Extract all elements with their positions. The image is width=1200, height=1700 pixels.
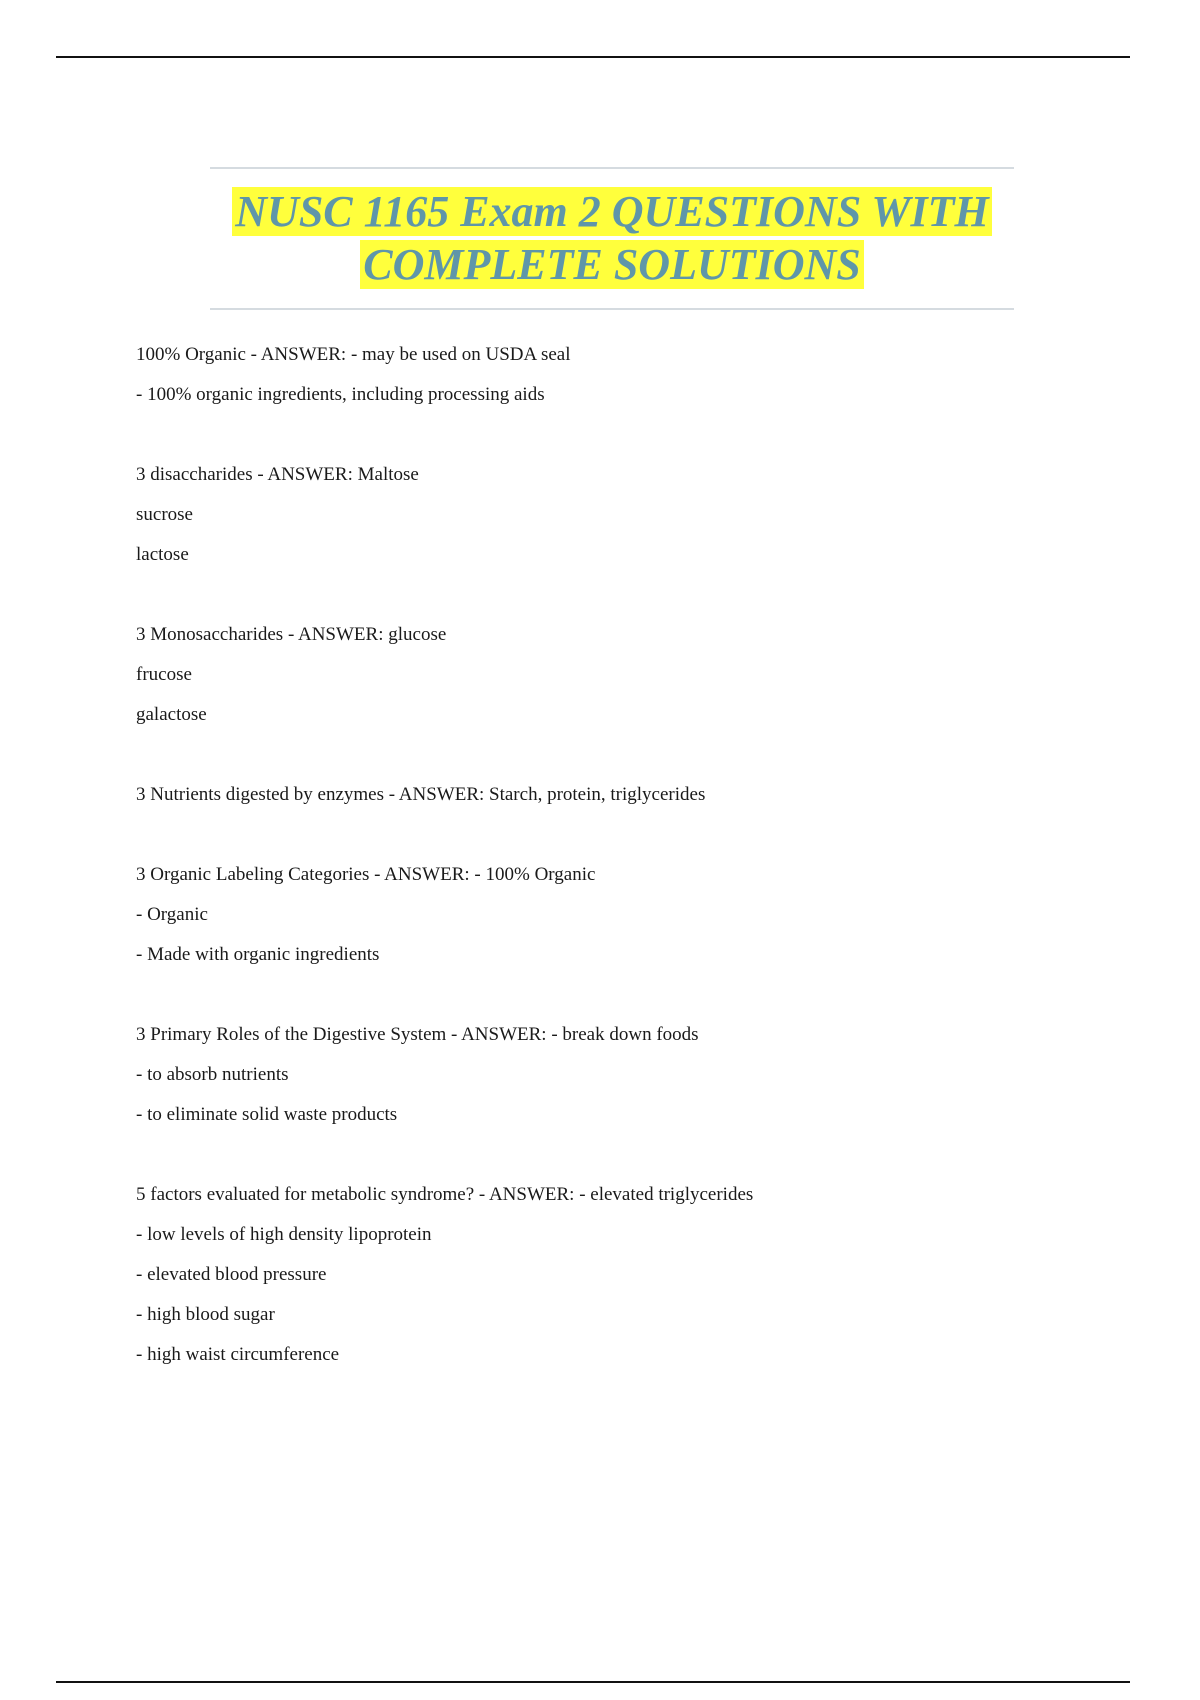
qa-line: - high waist circumference (136, 1344, 340, 1365)
qa-line: - 100% organic ingredients, including processing aids (136, 384, 545, 405)
document-title-line-2: COMPLETE SOLUTIONS (360, 240, 864, 289)
qa-entry (136, 335, 1116, 415)
qa-line: - Made with organic ingredients (136, 944, 380, 965)
document-title-line-1: NUSC 1165 Exam 2 QUESTIONS WITH (232, 187, 991, 236)
qa-line: lactose (136, 544, 189, 565)
qa-entry (136, 855, 1116, 975)
qa-entry (136, 1015, 1116, 1135)
qa-line: 3 disaccharides - ANSWER: Maltose (136, 464, 419, 485)
qa-line: 3 Monosaccharides - ANSWER: glucose (136, 624, 447, 645)
qa-line: frucose (136, 664, 192, 685)
qa-line: sucrose (136, 504, 193, 525)
qa-line: - high blood sugar (136, 1304, 275, 1325)
document-title (210, 185, 1014, 291)
qa-entry (136, 1175, 1116, 1375)
qa-entry (136, 455, 1116, 575)
title-lower-rule (210, 308, 1014, 310)
qa-line: 3 Organic Labeling Categories - ANSWER: - 100% Organic (136, 864, 596, 885)
qa-line: - elevated blood pressure (136, 1264, 327, 1285)
page-top-rule (56, 56, 1130, 58)
qa-line: 5 factors evaluated for metabolic syndrome? - ANSWER: - elevated triglycerides (136, 1184, 754, 1205)
qa-line: galactose (136, 704, 207, 725)
page-bottom-rule (56, 1681, 1130, 1683)
qa-line: - to absorb nutrients (136, 1064, 289, 1085)
qa-line: - low levels of high density lipoprotein (136, 1224, 432, 1245)
title-upper-rule (210, 167, 1014, 169)
title-block (210, 167, 1014, 312)
qa-line: - to eliminate solid waste products (136, 1104, 398, 1125)
qa-list (136, 335, 1116, 1415)
qa-line: 100% Organic - ANSWER: - may be used on USDA seal (136, 344, 571, 365)
qa-line: 3 Nutrients digested by enzymes - ANSWER: Starch, protein, triglycerides (136, 784, 706, 805)
qa-line: - Organic (136, 904, 208, 925)
qa-line: 3 Primary Roles of the Digestive System - ANSWER: - break down foods (136, 1024, 699, 1045)
qa-entry (136, 615, 1116, 735)
qa-entry (136, 775, 1116, 815)
